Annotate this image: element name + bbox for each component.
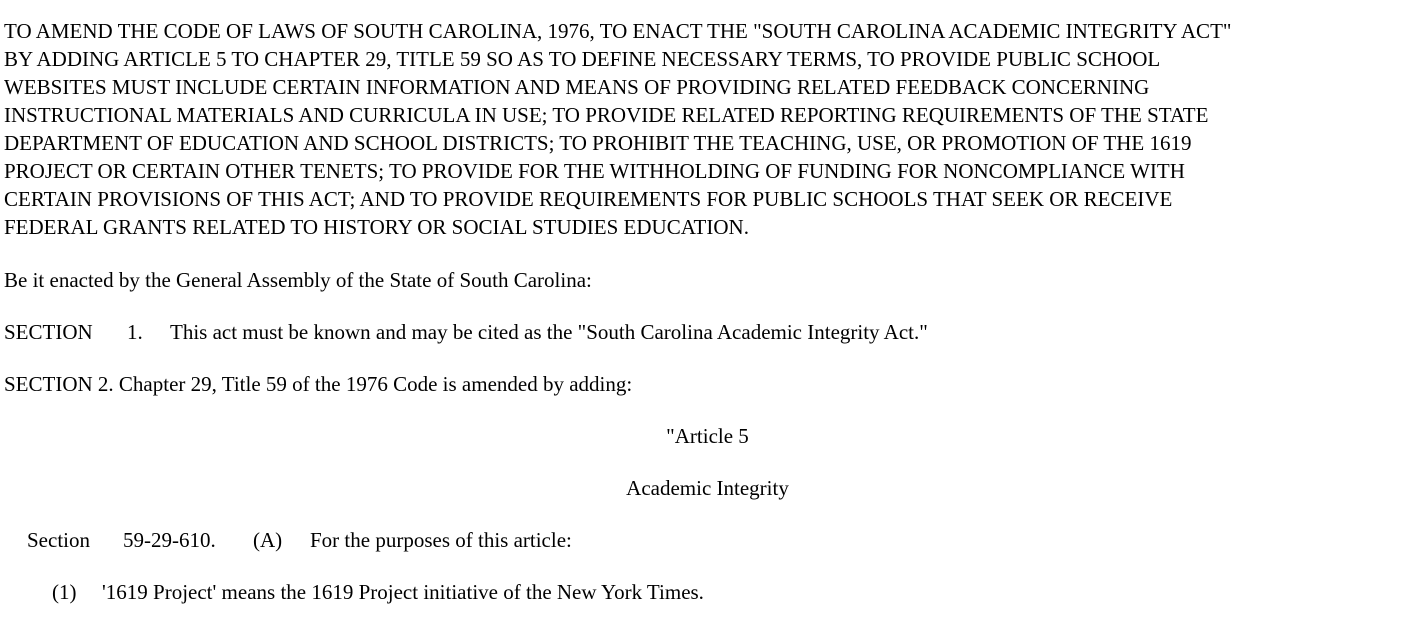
bill-title-line: DEPARTMENT OF EDUCATION AND SCHOOL DISTRICTS; TO PROHIBIT THE TEACHING, USE, OR PROMOTION OF THE 1619 [4,131,1192,155]
section-1-label: SECTION [4,320,93,344]
definition-text: '1619 Project' means the 1619 Project initiative of the New York Times. [102,580,704,604]
article-name: Academic Integrity [626,476,789,500]
code-section-label: Section [27,528,90,552]
code-section-number: 59-29-610. [123,528,216,552]
bill-title-line: PROJECT OR CERTAIN OTHER TENETS; TO PROVIDE FOR THE WITHHOLDING OF FUNDING FOR NONCOMPLIANCE WITH [4,159,1185,183]
bill-title-line: WEBSITES MUST INCLUDE CERTAIN INFORMATION AND MEANS OF PROVIDING RELATED FEEDBACK CONCERNING [4,75,1150,99]
enacting-clause: Be it enacted by the General Assembly of the State of South Carolina: [4,268,592,292]
definition-item [52,578,704,606]
code-section-59-29-610 [27,526,572,554]
bill-title-line: CERTAIN PROVISIONS OF THIS ACT; AND TO PROVIDE REQUIREMENTS FOR PUBLIC SCHOOLS THAT SEEK OR RECEIVE [4,187,1173,211]
code-section-text: For the purposes of this article: [310,528,572,552]
bill-title-line: TO AMEND THE CODE OF LAWS OF SOUTH CAROLINA, 1976, TO ENACT THE "SOUTH CAROLINA ACADEMIC INTEGRITY ACT" [4,19,1232,43]
article-heading: "Article 5 [666,424,749,448]
section-2: SECTION 2. Chapter 29, Title 59 of the 1976 Code is amended by adding: [4,372,633,396]
bill-title-line: INSTRUCTIONAL MATERIALS AND CURRICULA IN USE; TO PROVIDE RELATED REPORTING REQUIREMENTS OF THE STATE [4,103,1209,127]
code-subsection-marker: (A) [253,528,283,552]
bill-title-line: BY ADDING ARTICLE 5 TO CHAPTER 29, TITLE 59 SO AS TO DEFINE NECESSARY TERMS, TO PROVIDE PUBLIC SCHOOL [4,47,1161,71]
section-1 [4,318,928,346]
bill-title [4,17,1412,241]
bill-title-line: FEDERAL GRANTS RELATED TO HISTORY OR SOCIAL STUDIES EDUCATION. [4,215,749,239]
section-1-number: 1. [127,320,143,344]
section-1-text: This act must be known and may be cited as the "South Carolina Academic Integrity Act." [170,320,928,344]
definition-number: (1) [52,580,77,604]
